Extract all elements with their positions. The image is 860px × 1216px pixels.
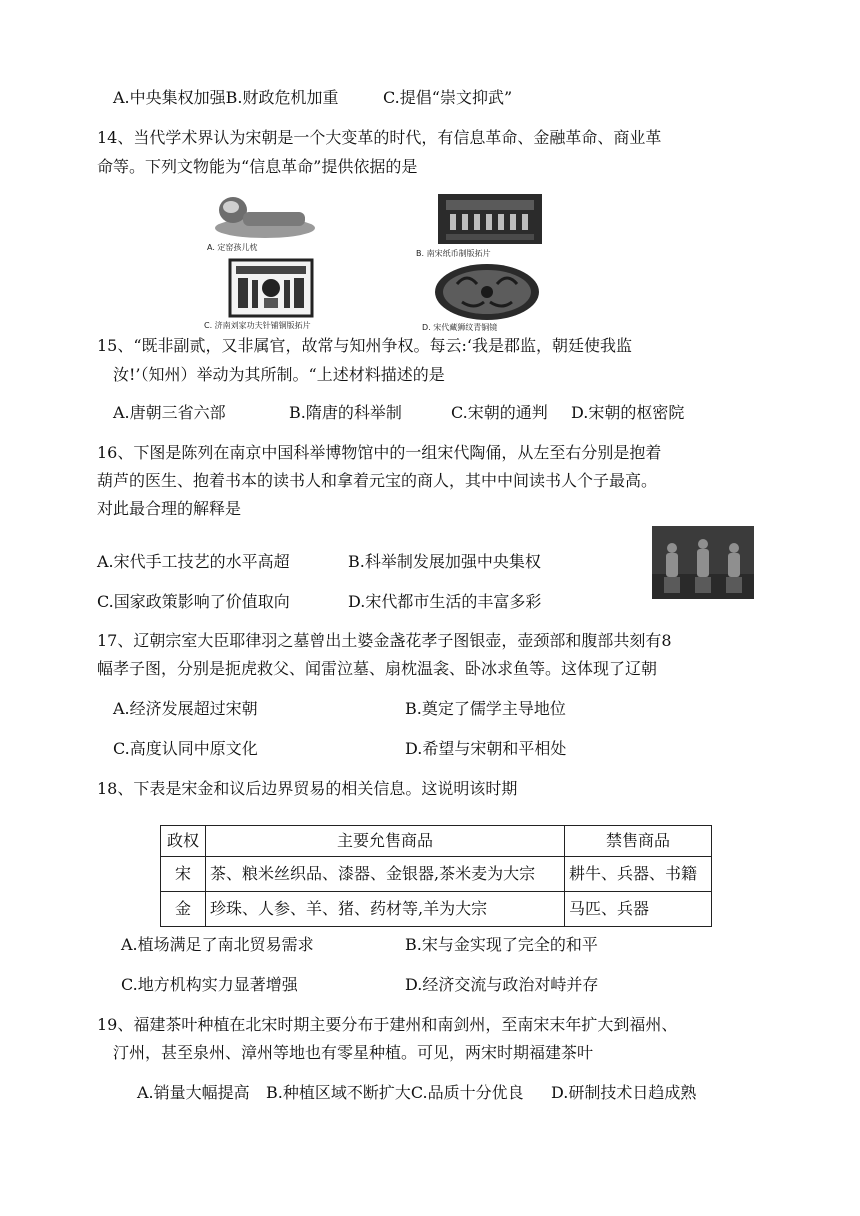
q14-figure-a-caption: A. 定窑孩儿枕 [207,243,258,252]
q16-stem-line1: 16、下图是陈列在南京中国科举博物馆中的一组宋代陶俑，从左至右分别是抱着 [97,443,662,462]
trade-table [160,825,712,927]
porcelain-pillow-icon [203,190,323,242]
q14-figure-c-caption: C. 济南刘家功夫针铺铜版拓片 [204,321,311,330]
q15-stem-line1: 15、“既非副贰，又非属官，故常与知州争权。每云:‘我是郡监，朝廷使我监 [97,336,633,355]
q16-option-c: C.国家政策影响了价值取向 [97,592,290,611]
printing-plate-rubbing-icon [228,258,314,318]
table-cell: 茶、粮米丝织品、漆器、金银器,茶米麦为大宗 [206,857,565,892]
table-header-cell: 主要允售商品 [206,826,565,857]
q18-option-a: A.植场满足了南北贸易需求 [121,935,314,954]
q18-option-c: C.地方机构实力显著增强 [121,975,298,994]
table-row [161,892,712,927]
q15-option-c: C.宋朝的通判 [451,403,548,422]
q15-option-d: D.宋朝的枢密院 [571,403,685,422]
q14-figure-c [200,258,360,330]
q15-stem-line2: 汝!’（知州）举动为其所制。“上述材料描述的是 [113,365,445,384]
table-cell: 珍珠、人参、羊、猪、药材等,羊为大宗 [206,892,565,927]
q16-option-b: B.科举制发展加强中央集权 [348,552,541,571]
table-header-cell: 政权 [161,826,206,857]
q19-stem-line1: 19、福建茶叶种植在北宋时期主要分布于建州和南剑州，至南宋末年扩大到福州、 [97,1015,678,1034]
song-pottery-figurines-icon [652,526,754,599]
q19-option-bc: B.种植区域不断扩大C.品质十分优良 [266,1083,524,1102]
q16-stem-line2: 葫芦的医生、抱着书本的读书人和拿着元宝的商人，其中中间读书人个子最高。 [97,471,658,490]
table-header-cell: 禁售商品 [565,826,712,857]
paper-money-plate-icon [436,192,544,246]
table-row [161,857,712,892]
bronze-mirror-icon [432,262,542,322]
table-cell: 宋 [161,857,206,892]
q17-stem-line2: 幅孝子图，分别是扼虎救父、闻雷泣墓、扇枕温衾、卧冰求鱼等。这体现了辽朝 [97,659,658,678]
q13-option-ab: A.中央集权加强B.财政危机加重 [113,88,339,107]
q16-stem-line3: 对此最合理的解释是 [97,499,242,518]
q17-option-d: D.希望与宋朝和平相处 [405,739,567,758]
q14-stem-line2: 命等。下列文物能为“信息革命”提供依据的是 [97,157,418,176]
table-cell: 马匹、兵器 [565,892,712,927]
q17-option-a: A.经济发展超过宋朝 [113,699,258,718]
q15-option-b: B.隋唐的科举制 [289,403,402,422]
q14-figure-b-caption: B. 南宋纸币制版拓片 [416,249,491,258]
q19-option-d: D.研制技术日趋成熟 [551,1083,697,1102]
table-header-row [161,826,712,857]
q17-option-c: C.高度认同中原文化 [113,739,258,758]
q15-option-a: A.唐朝三省六部 [113,403,226,422]
q17-stem-line1: 17、辽朝宗室大臣耶律羽之墓曾出土婆金盏花孝子图银壶，壶颈部和腹部共刻有8 [97,631,672,650]
q18-stem-line1: 18、下表是宋金和议后边界贸易的相关信息。这说明该时期 [97,779,518,798]
q19-stem-line2: 汀州，甚至泉州、漳州等地也有零星种植。可见，两宋时期福建茶叶 [113,1043,594,1062]
q14-stem-line1: 14、当代学术界认为宋朝是一个大变革的时代，有信息革命、金融革命、商业革 [97,128,662,147]
q13-option-c: C.提倡“崇文抑武” [383,88,513,107]
q14-figure-b [416,192,548,260]
q16-photo [652,526,754,599]
q18-option-b: B.宋与金实现了完全的和平 [405,935,598,954]
table-cell: 金 [161,892,206,927]
q14-figure-d [418,262,548,332]
q14-figure-a [203,190,323,255]
q17-option-b: B.奠定了儒学主导地位 [405,699,566,718]
q19-option-a: A.销量大幅提高 [137,1083,250,1102]
q18-option-d: D.经济交流与政治对峙并存 [405,975,599,994]
table-cell: 耕牛、兵器、书籍 [565,857,712,892]
q14-figure-d-caption: D. 宋代藏狮纹青铜镜 [422,323,498,332]
q16-option-a: A.宋代手工技艺的水平高超 [97,552,290,571]
q16-option-d: D.宋代都市生活的丰富多彩 [348,592,542,611]
